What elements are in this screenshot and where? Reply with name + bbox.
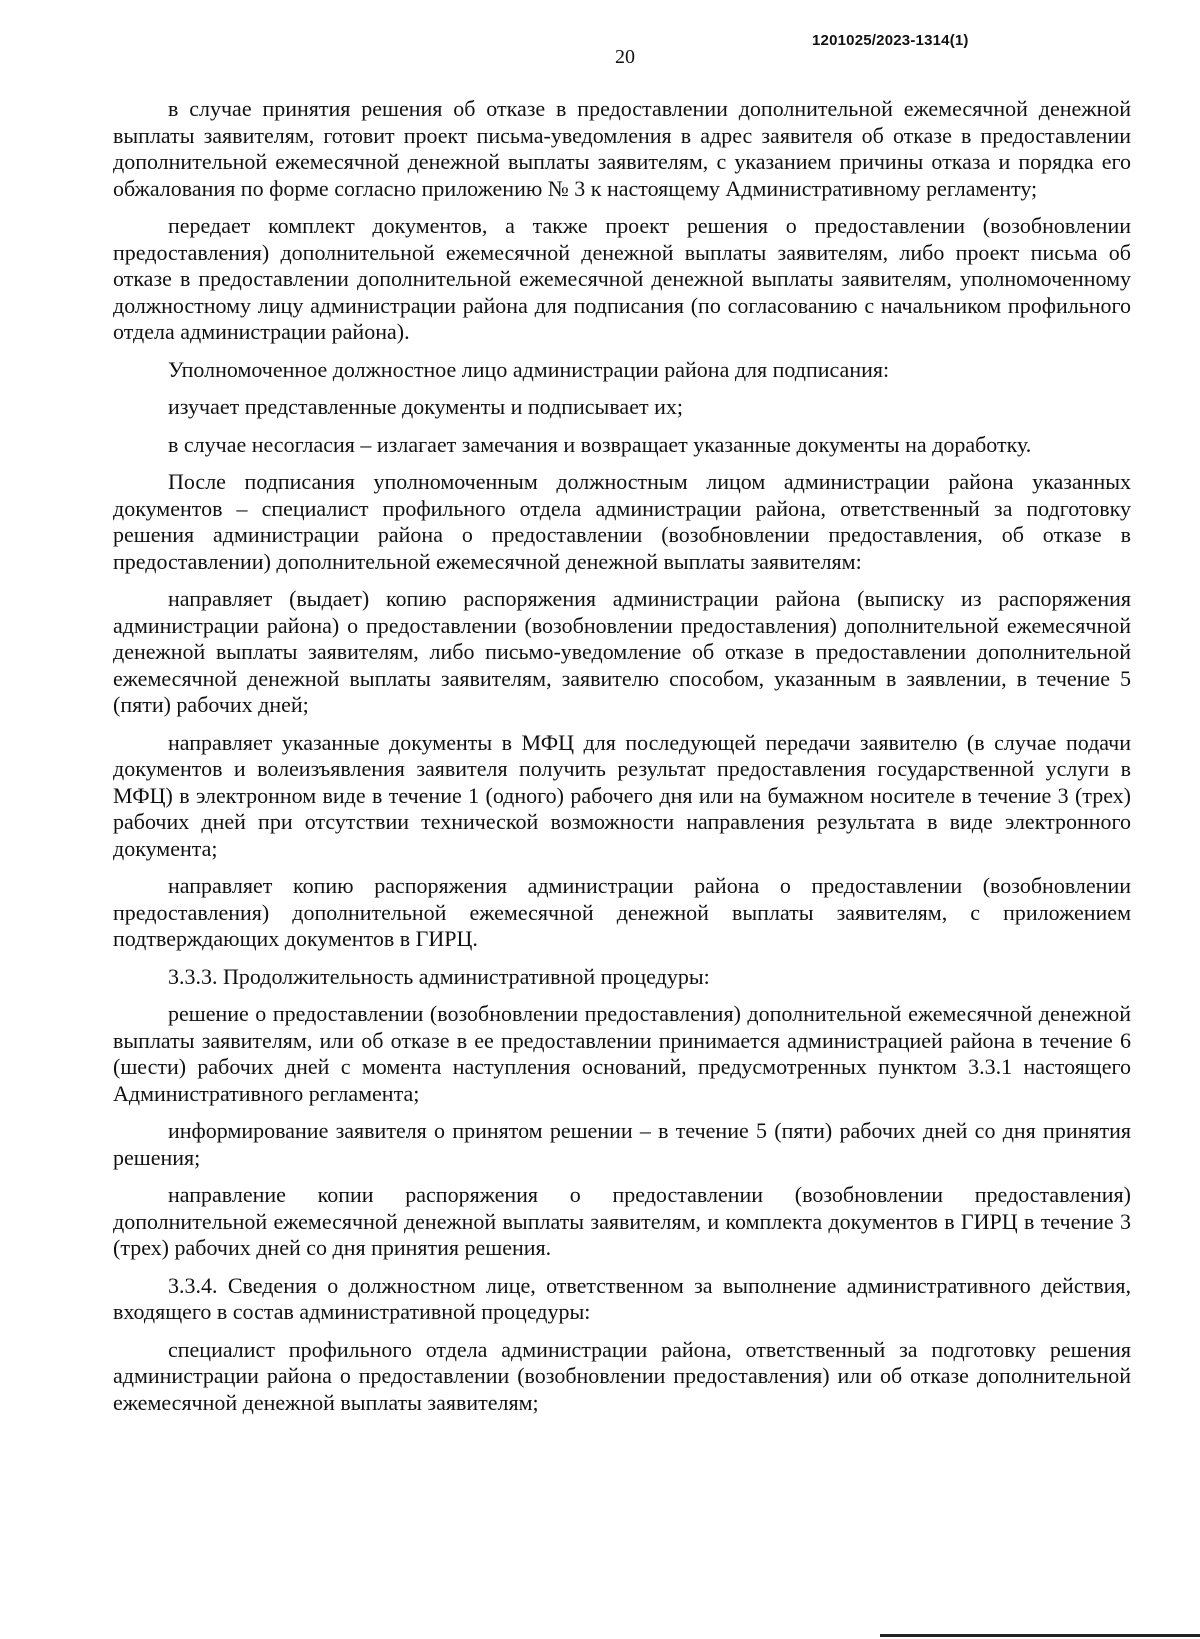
paragraph: специалист профильного отдела администрации района, ответственный за подготовку решения администрации района о предоставлении (возобновлении предоставления) или об отказе дополнительной ежемесячной денежной выплаты заявителям; <box>113 1336 1131 1415</box>
paragraph: в случае несогласия – излагает замечания и возвращает указанные документы на доработку. <box>168 431 1032 457</box>
bottom-edge-line <box>880 1634 1200 1637</box>
paragraph: Уполномоченное должностное лицо администрации района для подписания: <box>168 356 890 382</box>
section-heading-3-3-4: 3.3.4. Сведения о должностном лице, ответственном за выполнение административного действия, входящего в состав административной процедуры: <box>113 1272 1131 1324</box>
document-body <box>113 96 1131 1427</box>
paragraph: информирование заявителя о принятом решении – в течение 5 (пяти) рабочих дней со дня принятия решения; <box>113 1118 1131 1170</box>
paragraph: направляет копию распоряжения администрации района о предоставлении (возобновлении предоставления) дополнительной ежемесячной денежной выплаты заявителям, с приложением подтверждающих документов в ГИРЦ. <box>113 873 1131 951</box>
paragraph: передает комплект документов, а также проект решения о предоставлении (возобновлении предоставления) дополнительной ежемесячной денежной выплаты заявителям, либо проект письма об отказе в предоставлении дополнительной ежемесячной денежной выплаты заявителям, уполномоченному должностному лицу администрации района для подписания (по согласованию с начальником профильного отдела администрации района). <box>113 213 1131 344</box>
paragraph: изучает представленные документы и подписывает их; <box>168 394 683 419</box>
page-number: 20 <box>615 46 635 68</box>
paragraph: направляет (выдает) копию распоряжения администрации района (выписку из распоряжения администрации района) о предоставлении (возобновлении предоставления) дополнительной ежемесячной денежной выплаты заявителям, либо письмо-уведомление об отказе в предоставлении дополнительной ежемесячной денежной выплаты заявителям, заявителю способом, указанным в заявлении, в течение 5 (пяти) рабочих дней; <box>113 586 1131 717</box>
document-id: 1201025/2023-1314(1) <box>812 32 969 49</box>
paragraph: решение о предоставлении (возобновлении предоставления) дополнительной ежемесячной денежной выплаты заявителям, или об отказе в ее предоставлении принимается администрацией района в течение 6 (шести) рабочих дней с момента наступления оснований, предусмотренных пунктом 3.3.1 настоящего Административного регламента; <box>113 1001 1131 1106</box>
paragraph: направление копии распоряжения о предоставлении (возобновлении предоставления) дополнительной ежемесячной денежной выплаты заявителям, и комплекта документов в ГИРЦ в течение 3 (трех) рабочих дней со дня принятия решения. <box>113 1182 1131 1260</box>
section-heading-3-3-3: 3.3.3. Продолжительность административной процедуры: <box>168 963 710 989</box>
paragraph: направляет указанные документы в МФЦ для последующей передачи заявителю (в случае подачи документов и волеизъявления заявителя получить результат предоставления государственной услуги в МФЦ) в электронном виде в течение 1 (одного) рабочего дня или на бумажном носителе в течение 3 (трех) рабочих дней при отсутствии технической возможности направления результата в виде электронного документа; <box>113 729 1131 861</box>
paragraph: После подписания уполномоченным должностным лицом администрации района указанных документов – специалист профильного отдела администрации района, ответственный за подготовку решения администрации района о предоставлении (возобновлении предоставления, об отказе в предоставлении) дополнительной ежемесячной денежной выплаты заявителям: <box>113 469 1131 574</box>
paragraph: в случае принятия решения об отказе в предоставлении дополнительной ежемесячной денежной выплаты заявителям, готовит проект письма-уведомления в адрес заявителя об отказе в предоставлении дополнительной ежемесячной денежной выплаты заявителям, с указанием причины отказа и порядка его обжалования по форме согласно приложению № 3 к настоящему Административному регламенту; <box>113 96 1131 201</box>
